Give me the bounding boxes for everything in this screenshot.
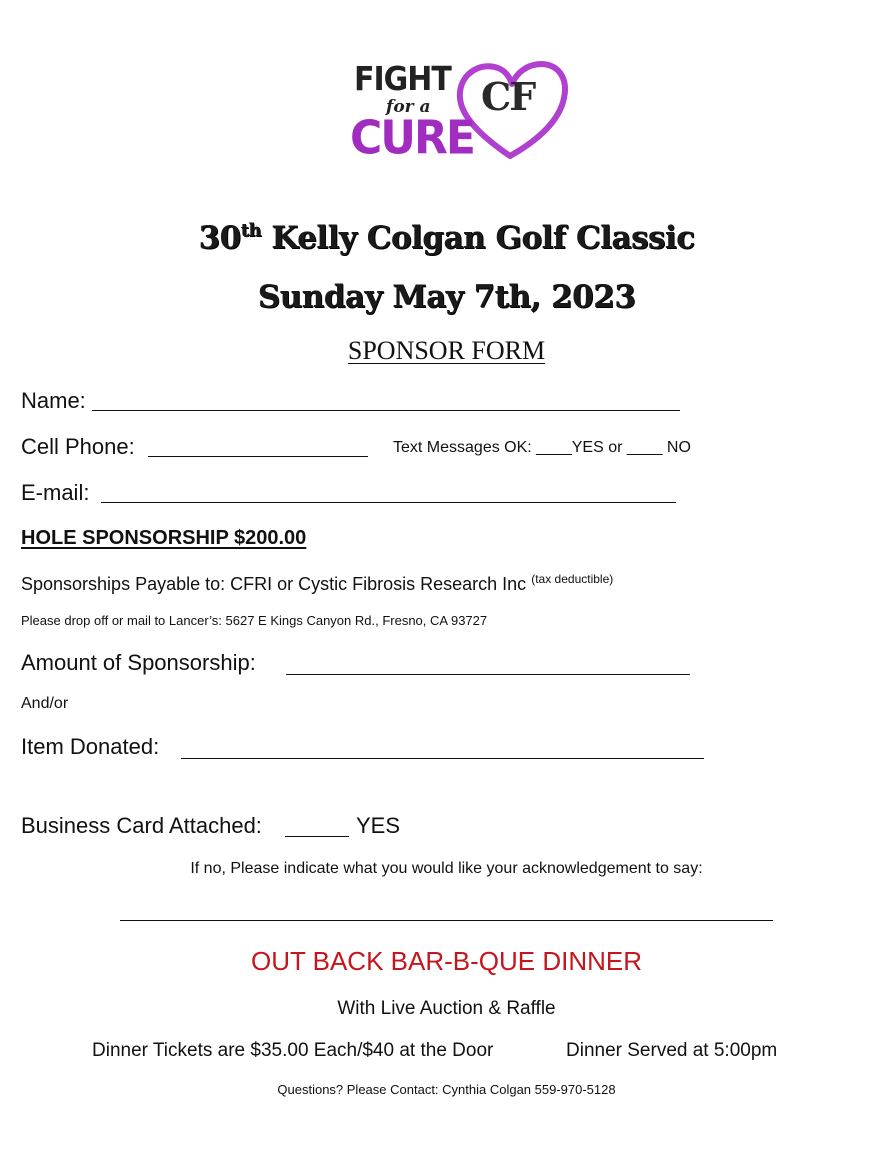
dinner-subtitle: With Live Auction & Raffle bbox=[337, 998, 556, 1019]
event-title bbox=[0, 220, 893, 256]
dinner-served-time: Dinner Served at 5:00pm bbox=[566, 1040, 778, 1061]
logo-fight-text: FIGHT bbox=[354, 60, 451, 99]
payable-to-main: Sponsorships Payable to: CFRI or Cystic Fibrosis Research Inc bbox=[21, 574, 527, 594]
form-heading-text: SPONSOR FORM bbox=[347, 336, 546, 365]
name-label: Name: bbox=[21, 388, 86, 413]
dinner-title: OUT BACK BAR-B-QUE DINNER bbox=[250, 946, 642, 976]
logo-for-a-text: for a bbox=[386, 97, 431, 117]
acknowledgement-instructions: If no, Please indicate what you would like your acknowledgement to say: bbox=[190, 860, 703, 877]
form-heading bbox=[0, 336, 893, 366]
and-or-text: And/or bbox=[21, 695, 69, 712]
business-card-field[interactable] bbox=[285, 836, 349, 837]
logo-cf-text: CF bbox=[481, 74, 535, 119]
email-field[interactable] bbox=[101, 502, 676, 503]
text-messages-ok-label: Text Messages OK: ____YES or ____ NO bbox=[393, 439, 691, 456]
cell-phone-label: Cell Phone: bbox=[21, 434, 135, 459]
logo-cure-text: CURE bbox=[350, 111, 474, 166]
acknowledgement-field[interactable] bbox=[120, 920, 773, 921]
event-title-ordinal: th bbox=[240, 220, 262, 241]
email-label: E-mail: bbox=[21, 480, 90, 505]
item-donated-label: Item Donated: bbox=[21, 734, 160, 759]
amount-label: Amount of Sponsorship: bbox=[21, 650, 256, 675]
fight-for-a-cure-logo bbox=[348, 58, 570, 170]
tax-deductible-note: (tax deductible) bbox=[531, 572, 614, 586]
event-title-text: Kelly Colgan Golf Classic bbox=[261, 220, 695, 256]
cell-phone-field[interactable] bbox=[148, 456, 368, 457]
dropoff-address: Please drop off or mail to Lancer’s: 5627 E Kings Canyon Rd., Fresno, CA 93727 bbox=[21, 613, 488, 628]
item-donated-field[interactable] bbox=[181, 758, 704, 759]
amount-field[interactable] bbox=[286, 674, 690, 675]
business-card-yes: YES bbox=[356, 813, 401, 838]
payable-to-text bbox=[21, 572, 613, 595]
event-date: Sunday May 7th, 2023 bbox=[257, 279, 636, 315]
dinner-tickets: Dinner Tickets are $35.00 Each/$40 at the Door bbox=[92, 1040, 494, 1061]
event-title-number: 30 bbox=[198, 220, 241, 256]
name-field[interactable] bbox=[92, 410, 680, 411]
contact-info: Questions? Please Contact: Cynthia Colgan 559-970-5128 bbox=[277, 1082, 616, 1097]
business-card-label: Business Card Attached: bbox=[21, 813, 262, 838]
hole-sponsorship-heading: HOLE SPONSORSHIP $200.00 bbox=[21, 527, 307, 549]
